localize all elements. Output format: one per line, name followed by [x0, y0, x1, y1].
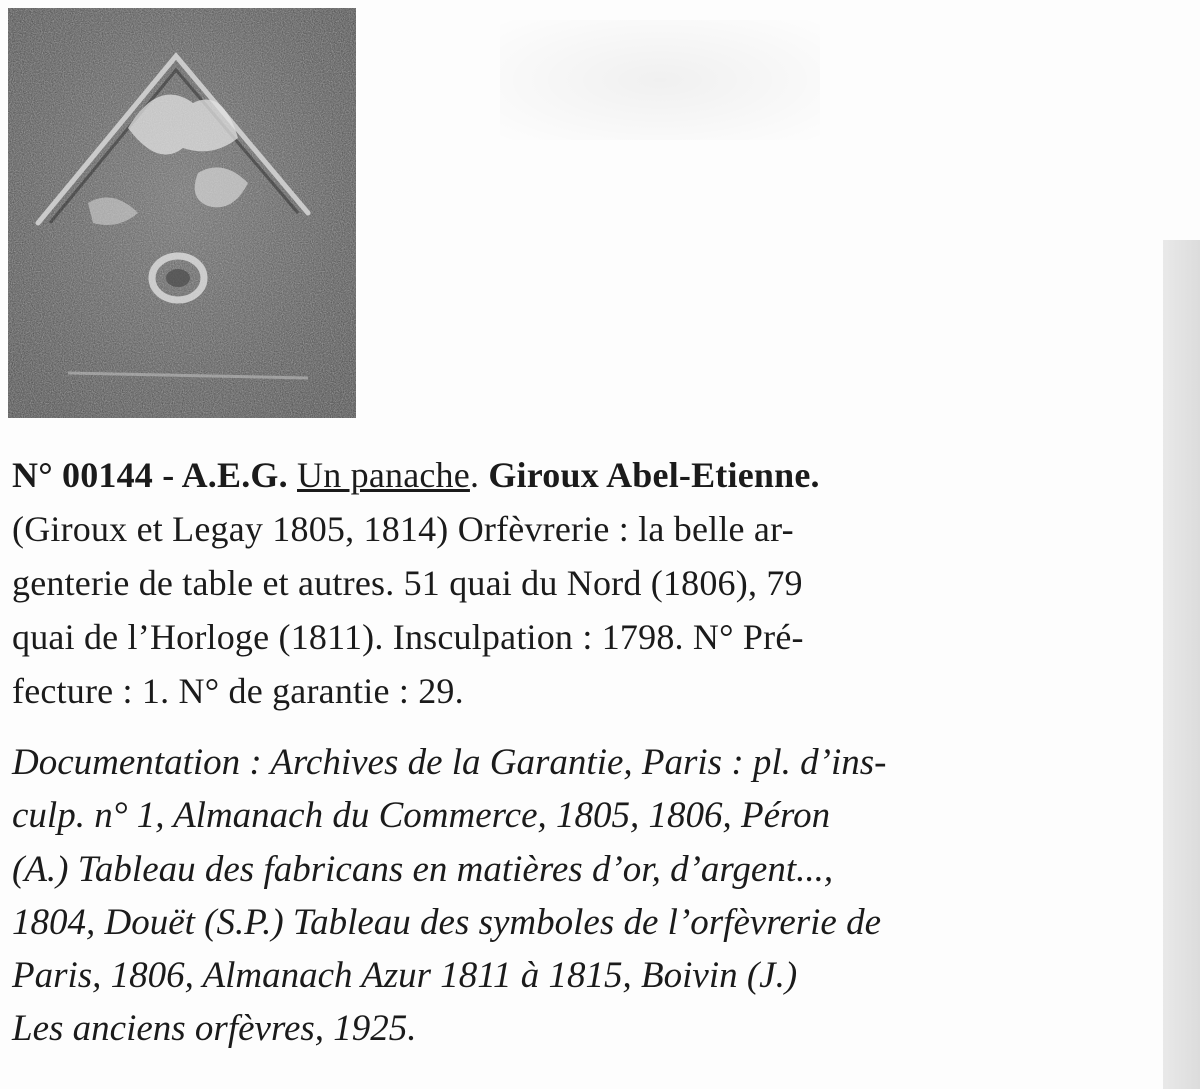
entry-body-line: fecture : 1. N° de garantie : 29.: [12, 671, 464, 711]
entry-body-line: genterie de table et autres. 51 quai du Nord (1806), 79: [12, 563, 803, 603]
entry-text: [12, 448, 1162, 718]
documentation-line: Les anciens orfèvres, 1925.: [12, 1008, 417, 1050]
documentation-line: Paris, 1806, Almanach Azur 1811 à 1815, Boivin (J.): [12, 955, 798, 997]
entry-maker: Giroux Abel-Etienne.: [488, 455, 820, 495]
paper-edge-shadow: [1163, 240, 1200, 1089]
entry-body-line: (Giroux et Legay 1805, 1814) Orfèvrerie : la belle ar-: [12, 509, 794, 549]
documentation-text: [12, 736, 1162, 1056]
hallmark-photo: [8, 8, 356, 418]
paper-smudge: [500, 20, 820, 140]
entry-number: N° 00144 - A.E.G.: [12, 455, 288, 495]
documentation-line: culp. n° 1, Almanach du Commerce, 1805, 1806, Péron: [12, 795, 831, 837]
entry-heading-line: N° 00144 - A.E.G. Un panache. Giroux Abel-Etienne.: [12, 455, 820, 495]
documentation-line: 1804, Douët (S.P.) Tableau des symboles de l’orfèvrerie de: [12, 901, 882, 943]
entry-body-line: quai de l’Horloge (1811). Insculpation : 1798. N° Pré-: [12, 617, 804, 657]
entry-title: Un panache: [297, 455, 470, 495]
documentation-line: (A.) Tableau des fabricans en matières d’or, d’argent...,: [12, 848, 834, 890]
documentation-line: Documentation : Archives de la Garantie, Paris : pl. d’ins-: [12, 742, 887, 783]
